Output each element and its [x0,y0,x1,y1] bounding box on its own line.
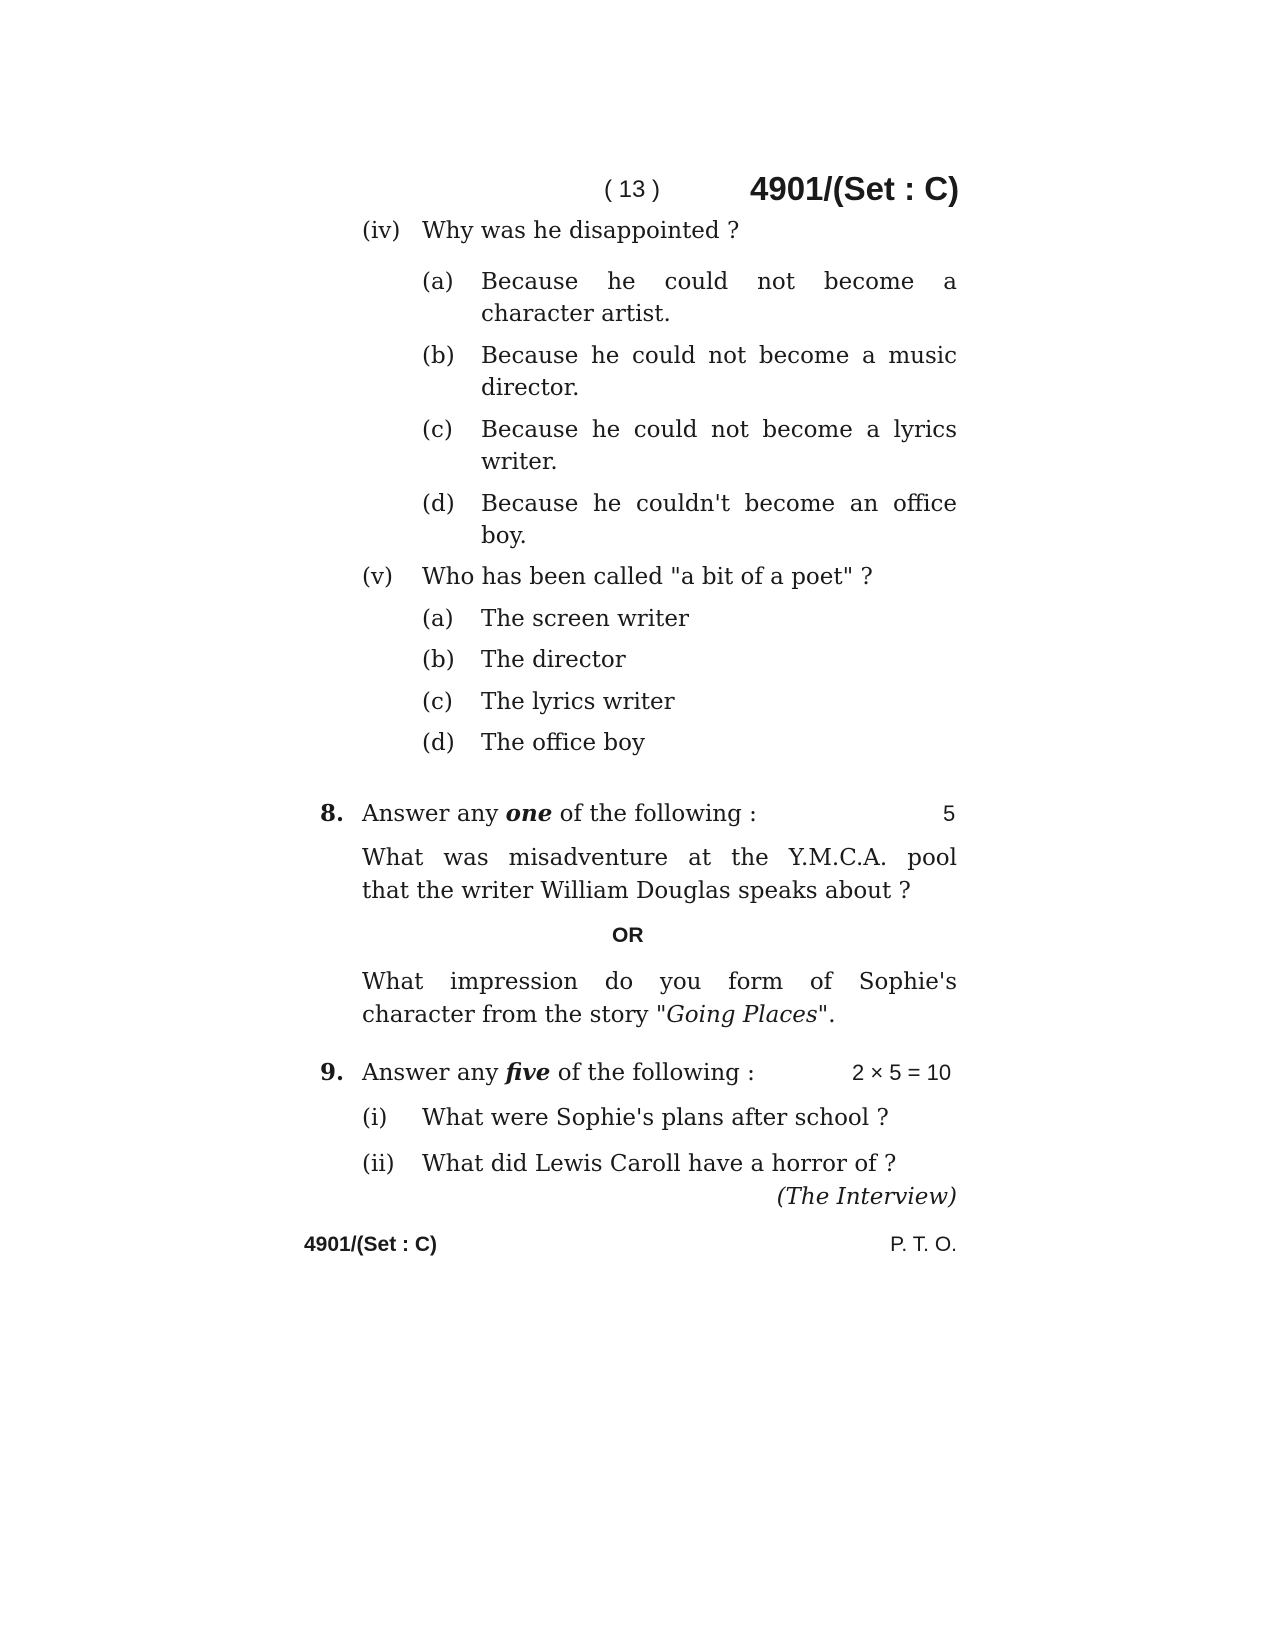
option-text: Because he couldn't become an office [481,491,957,517]
option-text: character artist. [481,301,671,327]
question-text: character from the story "Going Places". [362,1002,836,1028]
sub-question-label: (v) [362,564,393,590]
option-label: (d) [422,491,455,517]
question-instruction: Answer any five of the following : [362,1059,755,1086]
story-title: "Going Places" [655,1002,829,1028]
sub-question-label: (i) [362,1105,388,1131]
chapter-reference: (The Interview) [776,1184,957,1210]
paper-code-header: 4901/(Set : C) [750,170,960,207]
option-text: The office boy [481,730,645,756]
sub-question-label: (iv) [362,218,401,244]
option-text: The director [481,647,626,673]
pto-label: P. T. O. [890,1233,957,1256]
or-separator: OR [612,924,644,947]
option-label: (c) [422,689,453,715]
question-number: 9. [320,1059,345,1086]
question-instruction: Answer any one of the following : [362,800,757,827]
option-label: (c) [422,417,453,443]
option-label: (b) [422,343,455,369]
option-label: (b) [422,647,455,673]
option-text: boy. [481,523,527,549]
sub-question-label: (ii) [362,1151,395,1177]
option-label: (a) [422,606,454,632]
sub-question-text: What did Lewis Caroll have a horror of ? [422,1151,897,1177]
page-number: ( 13 ) [604,176,661,203]
question-number: 8. [320,800,345,827]
sub-question-text: Why was he disappointed ? [422,218,740,244]
option-label: (a) [422,269,454,295]
option-text: The lyrics writer [481,689,675,715]
sub-question-text: What were Sophie's plans after school ? [422,1105,889,1131]
option-text: writer. [481,449,558,475]
option-text: The screen writer [481,606,689,632]
question-text: What impression do you form of Sophie's [362,969,957,995]
question-text: What was misadventure at the Y.M.C.A. pool [362,845,957,871]
paper-code-footer: 4901/(Set : C) [304,1233,438,1256]
option-text: director. [481,375,580,401]
sub-question-text: Who has been called "a bit of a poet" ? [422,564,873,590]
option-text: Because he could not become a music [481,343,957,369]
option-text: Because he could not become a lyrics [481,417,957,443]
option-label: (d) [422,730,455,756]
question-marks: 2 × 5 = 10 [852,1060,952,1085]
question-text: that the writer William Douglas speaks about ? [362,878,911,904]
option-text: Because he could not become a [481,269,957,295]
question-marks: 5 [943,801,956,826]
